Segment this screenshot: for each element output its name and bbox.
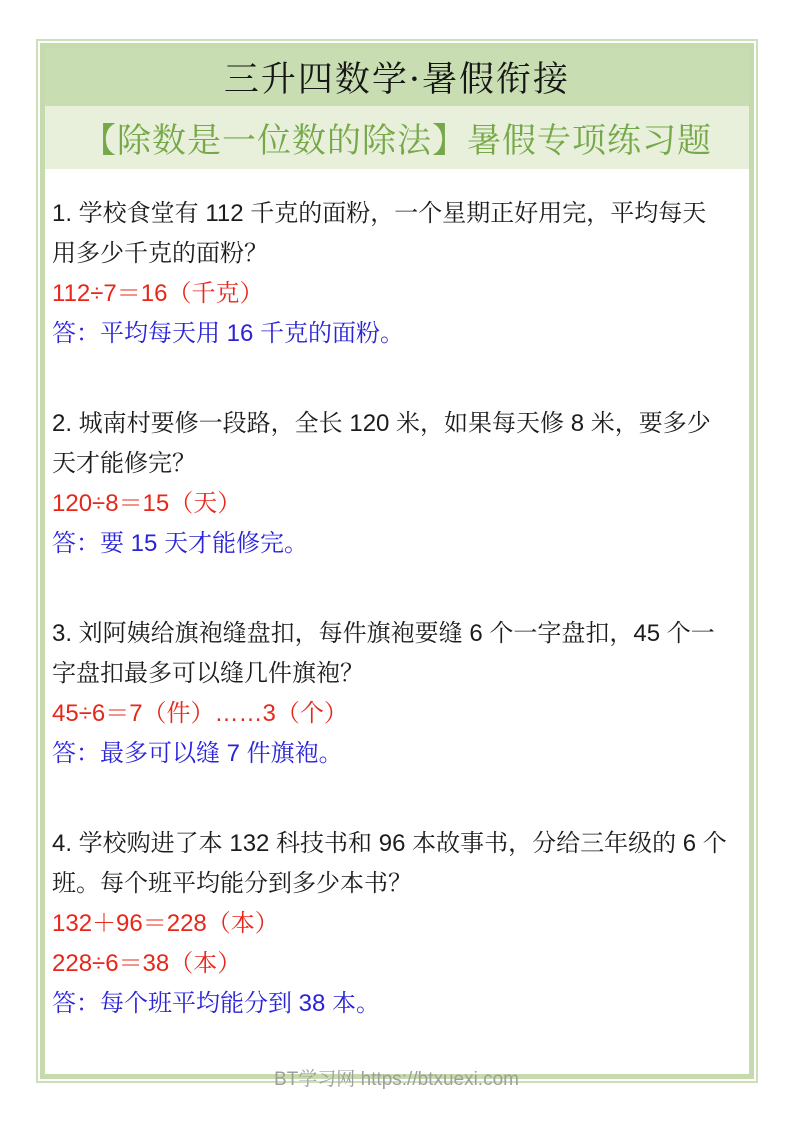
question-line: 用多少千克的面粉？ (52, 240, 268, 267)
watermark (0, 1068, 793, 1092)
question-line: 4. 学校购进了本 132 科技书和 96 本故事书，分给三年级的 6 个 (52, 830, 727, 857)
answer-line: 答：最多可以缝 7 件旗袍。 (52, 740, 343, 767)
question-line: 天才能修完？ (52, 450, 196, 477)
header-subtitle-band (45, 106, 749, 169)
question-line: 2. 城南村要修一段路，全长 120 米，如果每天修 8 米，要多少 (52, 410, 711, 437)
page-frame-inner (40, 43, 754, 1079)
equation-line: 132＋96＝228（本） (52, 910, 279, 937)
answer-line: 答：平均每天用 16 千克的面粉。 (52, 320, 405, 347)
question-line: 3. 刘阿姨给旗袍缝盘扣，每件旗袍要缝 6 个一字盘扣，45 个一 (52, 620, 715, 647)
question-line: 1. 学校食堂有 112 千克的面粉，一个星期正好用完，平均每天 (52, 200, 707, 227)
question-line: 字盘扣最多可以缝几件旗袍？ (52, 660, 364, 687)
problem-3 (52, 614, 743, 774)
problem-4 (52, 824, 743, 1024)
page-subtitle: 【除数是一位数的除法】暑假专项练习题 (82, 121, 712, 161)
equation-line: 228÷6＝38（本） (52, 950, 242, 977)
header-title-band (45, 48, 749, 106)
problems-section (45, 169, 749, 1024)
watermark-text: BT学习网 https://btxuexi.com (274, 1069, 519, 1090)
page-title: 三升四数学·暑假衔接 (223, 60, 571, 100)
page-frame-outer (36, 39, 758, 1083)
answer-line: 答：每个班平均能分到 38 本。 (52, 990, 381, 1017)
equation-line: 45÷6＝7（件）……3（个） (52, 700, 348, 727)
question-line: 班。每个班平均能分到多少本书？ (52, 870, 412, 897)
problem-1 (52, 194, 743, 354)
answer-line: 答：要 15 天才能修完。 (52, 530, 309, 557)
equation-line: 112÷7＝16（千克） (52, 280, 264, 307)
problem-2 (52, 404, 743, 564)
equation-line: 120÷8＝15（天） (52, 490, 242, 517)
